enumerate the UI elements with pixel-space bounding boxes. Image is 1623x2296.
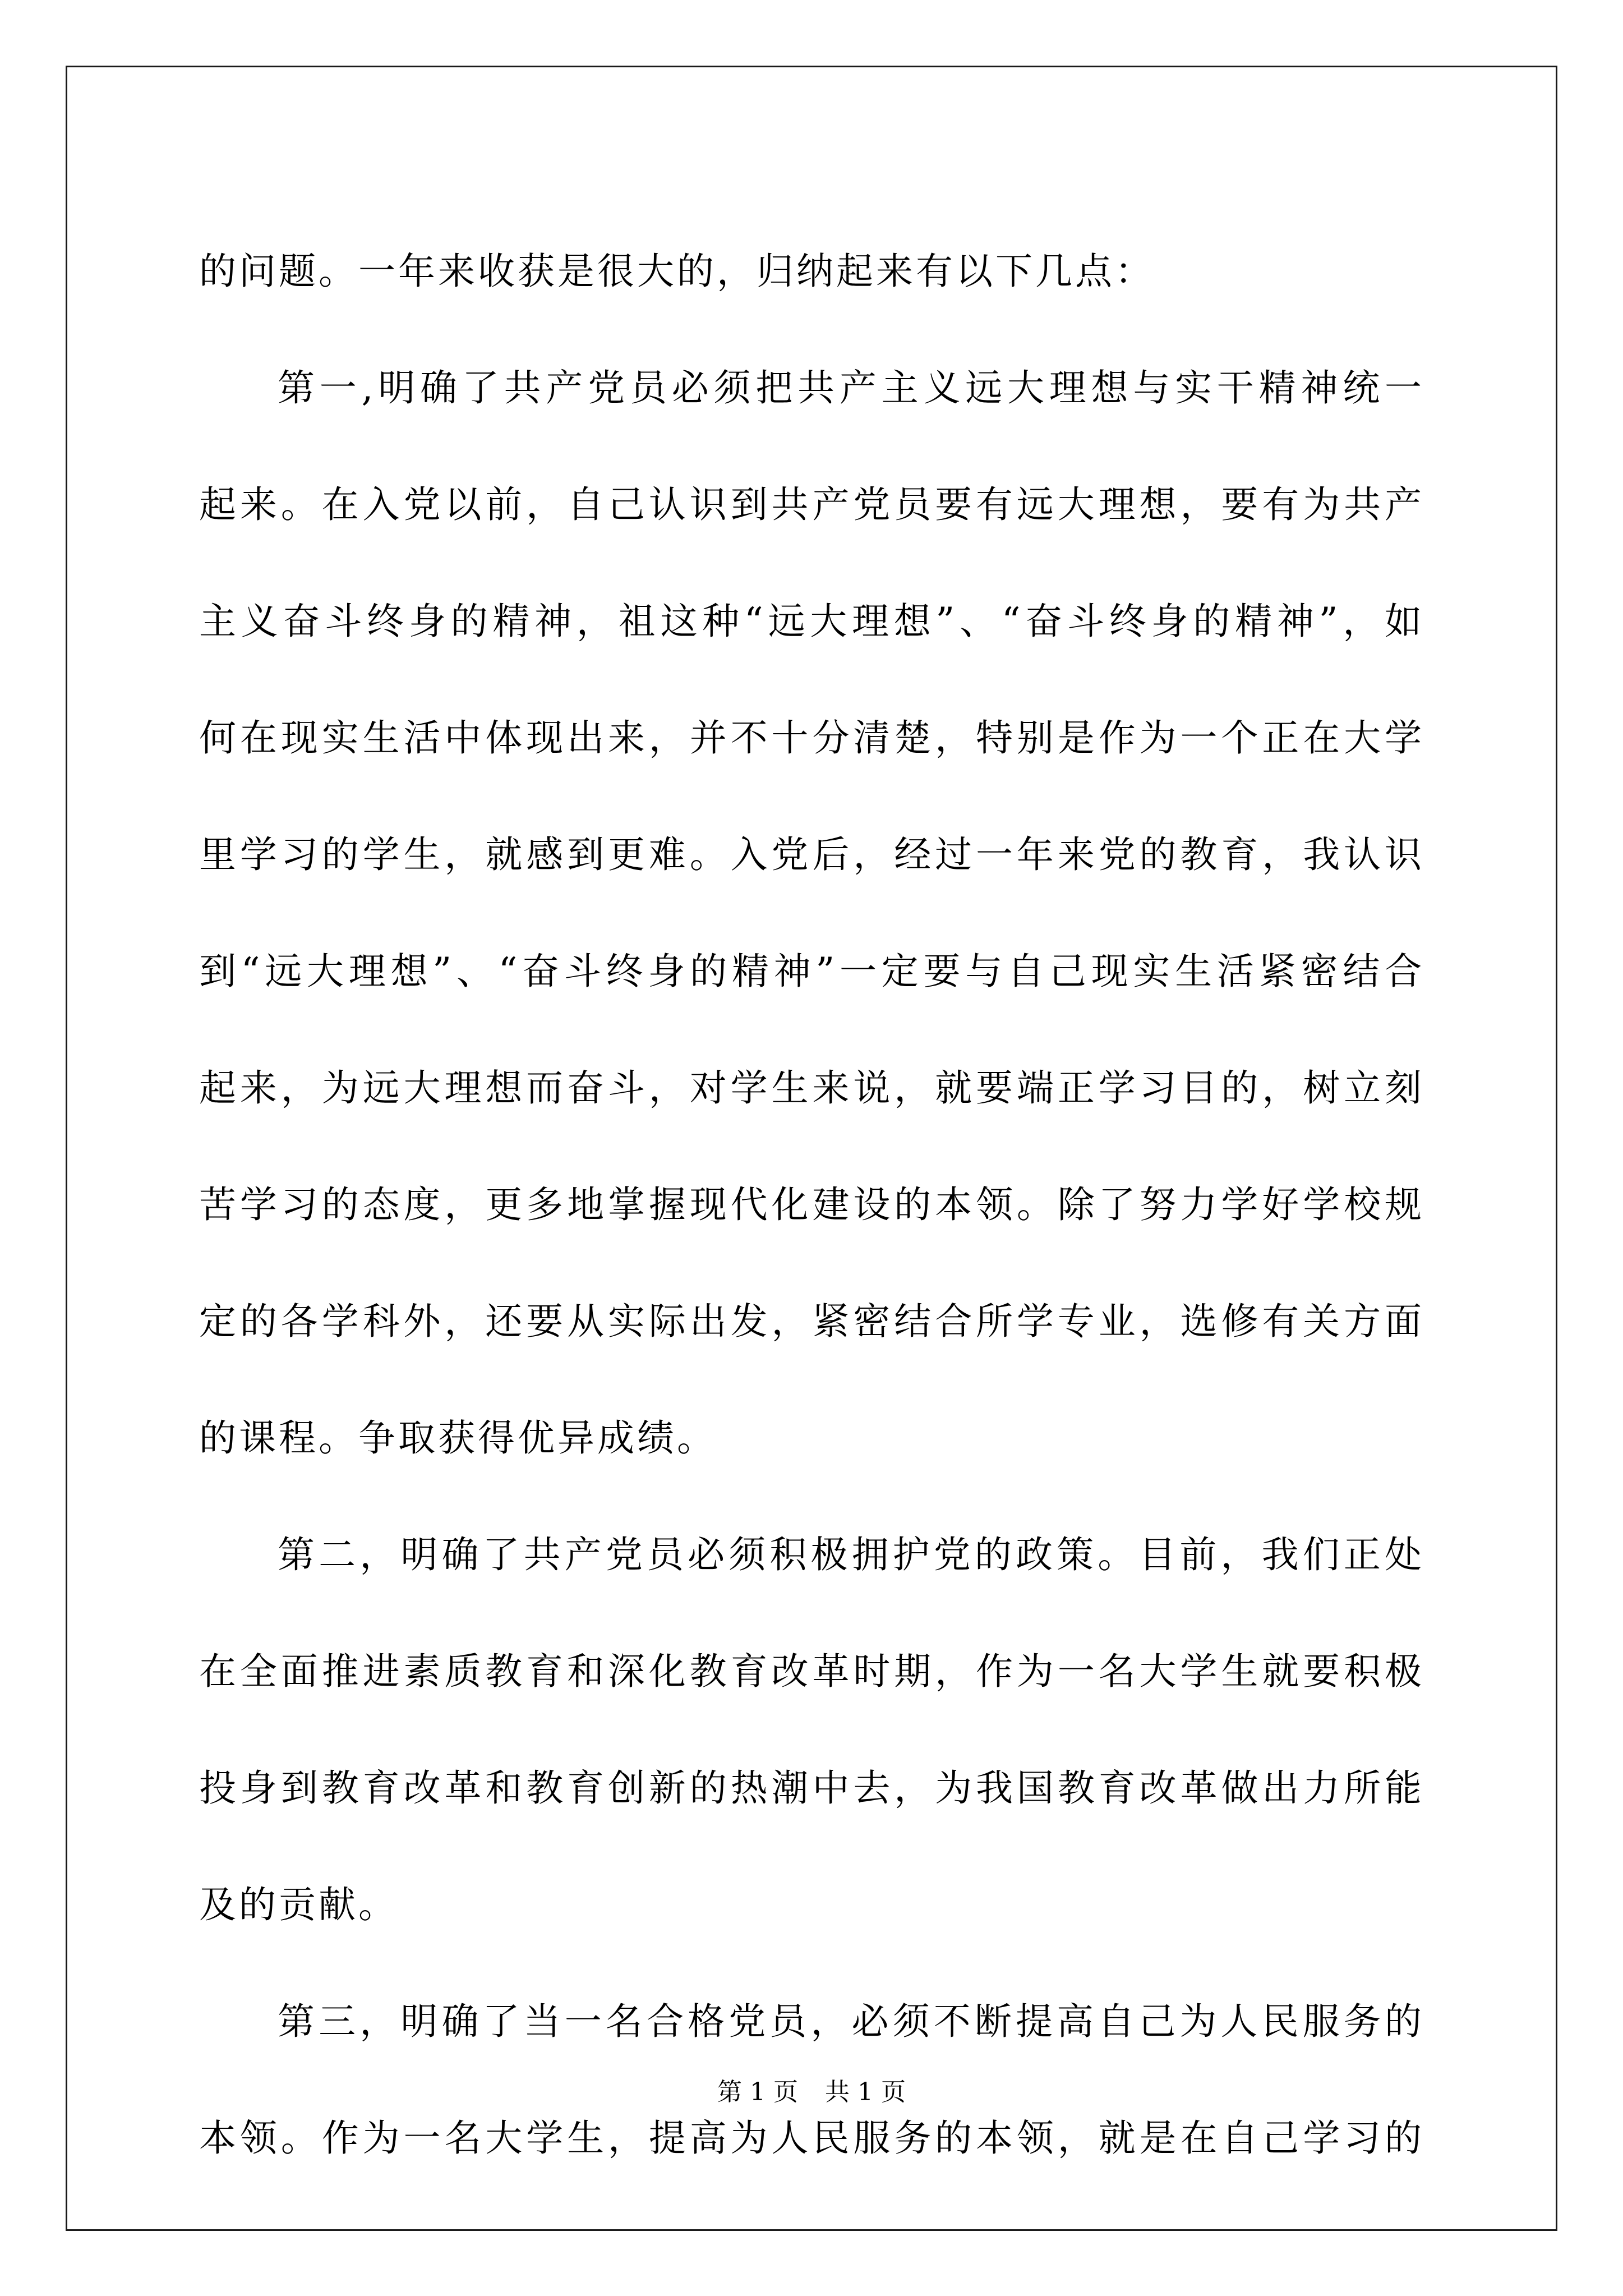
text-line: 投身到教育改革和教育创新的热潮中去，为我国教育改革做出力所能	[199, 1766, 1424, 1810]
text-line: 何在现实生活中体现出来，并不十分清楚，特别是作为一个正在大学	[199, 716, 1424, 760]
text-line: 定的各学科外，还要从实际出发，紧密结合所学专业，选修有关方面	[199, 1300, 1424, 1343]
text-line: 及的贡献。	[199, 1883, 398, 1926]
paragraph-first-line: 第三，明确了当一名合格党员，必须不断提高自己为人民服务的	[278, 2000, 1424, 2043]
text-line: 在全面推进素质教育和深化教育改革时期，作为一名大学生就要积极	[199, 1650, 1424, 1693]
paragraph-first-line: 第二，明确了共产党员必须积极拥护党的政策。目前，我们正处	[278, 1533, 1424, 1576]
page-footer	[0, 2076, 1623, 2109]
page-number: 第 1 页	[717, 2078, 798, 2106]
paragraph-first-line: 第一,明确了共产党员必须把共产主义远大理想与实干精神统一	[278, 366, 1424, 409]
text-line: 到“远大理想”、“奋斗终身的精神”一定要与自己现实生活紧密结合	[199, 950, 1424, 993]
text-line: 里学习的学生，就感到更难。入党后，经过一年来党的教育，我认识	[199, 833, 1424, 876]
text-line: 的问题。一年来收获是很大的，归纳起来有以下几点：	[199, 250, 1155, 293]
document-body	[199, 213, 1424, 2197]
text-line: 苦学习的态度，更多地掌握现代化建设的本领。除了努力学好学校规	[199, 1183, 1424, 1226]
page-total: 共 1 页	[825, 2078, 906, 2106]
text-line: 主义奋斗终身的精神，祖这种“远大理想”、“奋斗终身的精神”，如	[199, 600, 1424, 643]
text-line: 本领。作为一名大学生，提高为人民服务的本领，就是在自己学习的	[199, 2116, 1424, 2160]
text-line: 起来，为远大理想而奋斗，对学生来说，就要端正学习目的，树立刻	[199, 1066, 1424, 1110]
text-line: 起来。在入党以前，自己认识到共产党员要有远大理想，要有为共产	[199, 483, 1424, 526]
text-line: 的课程。争取获得优异成绩。	[199, 1416, 717, 1460]
